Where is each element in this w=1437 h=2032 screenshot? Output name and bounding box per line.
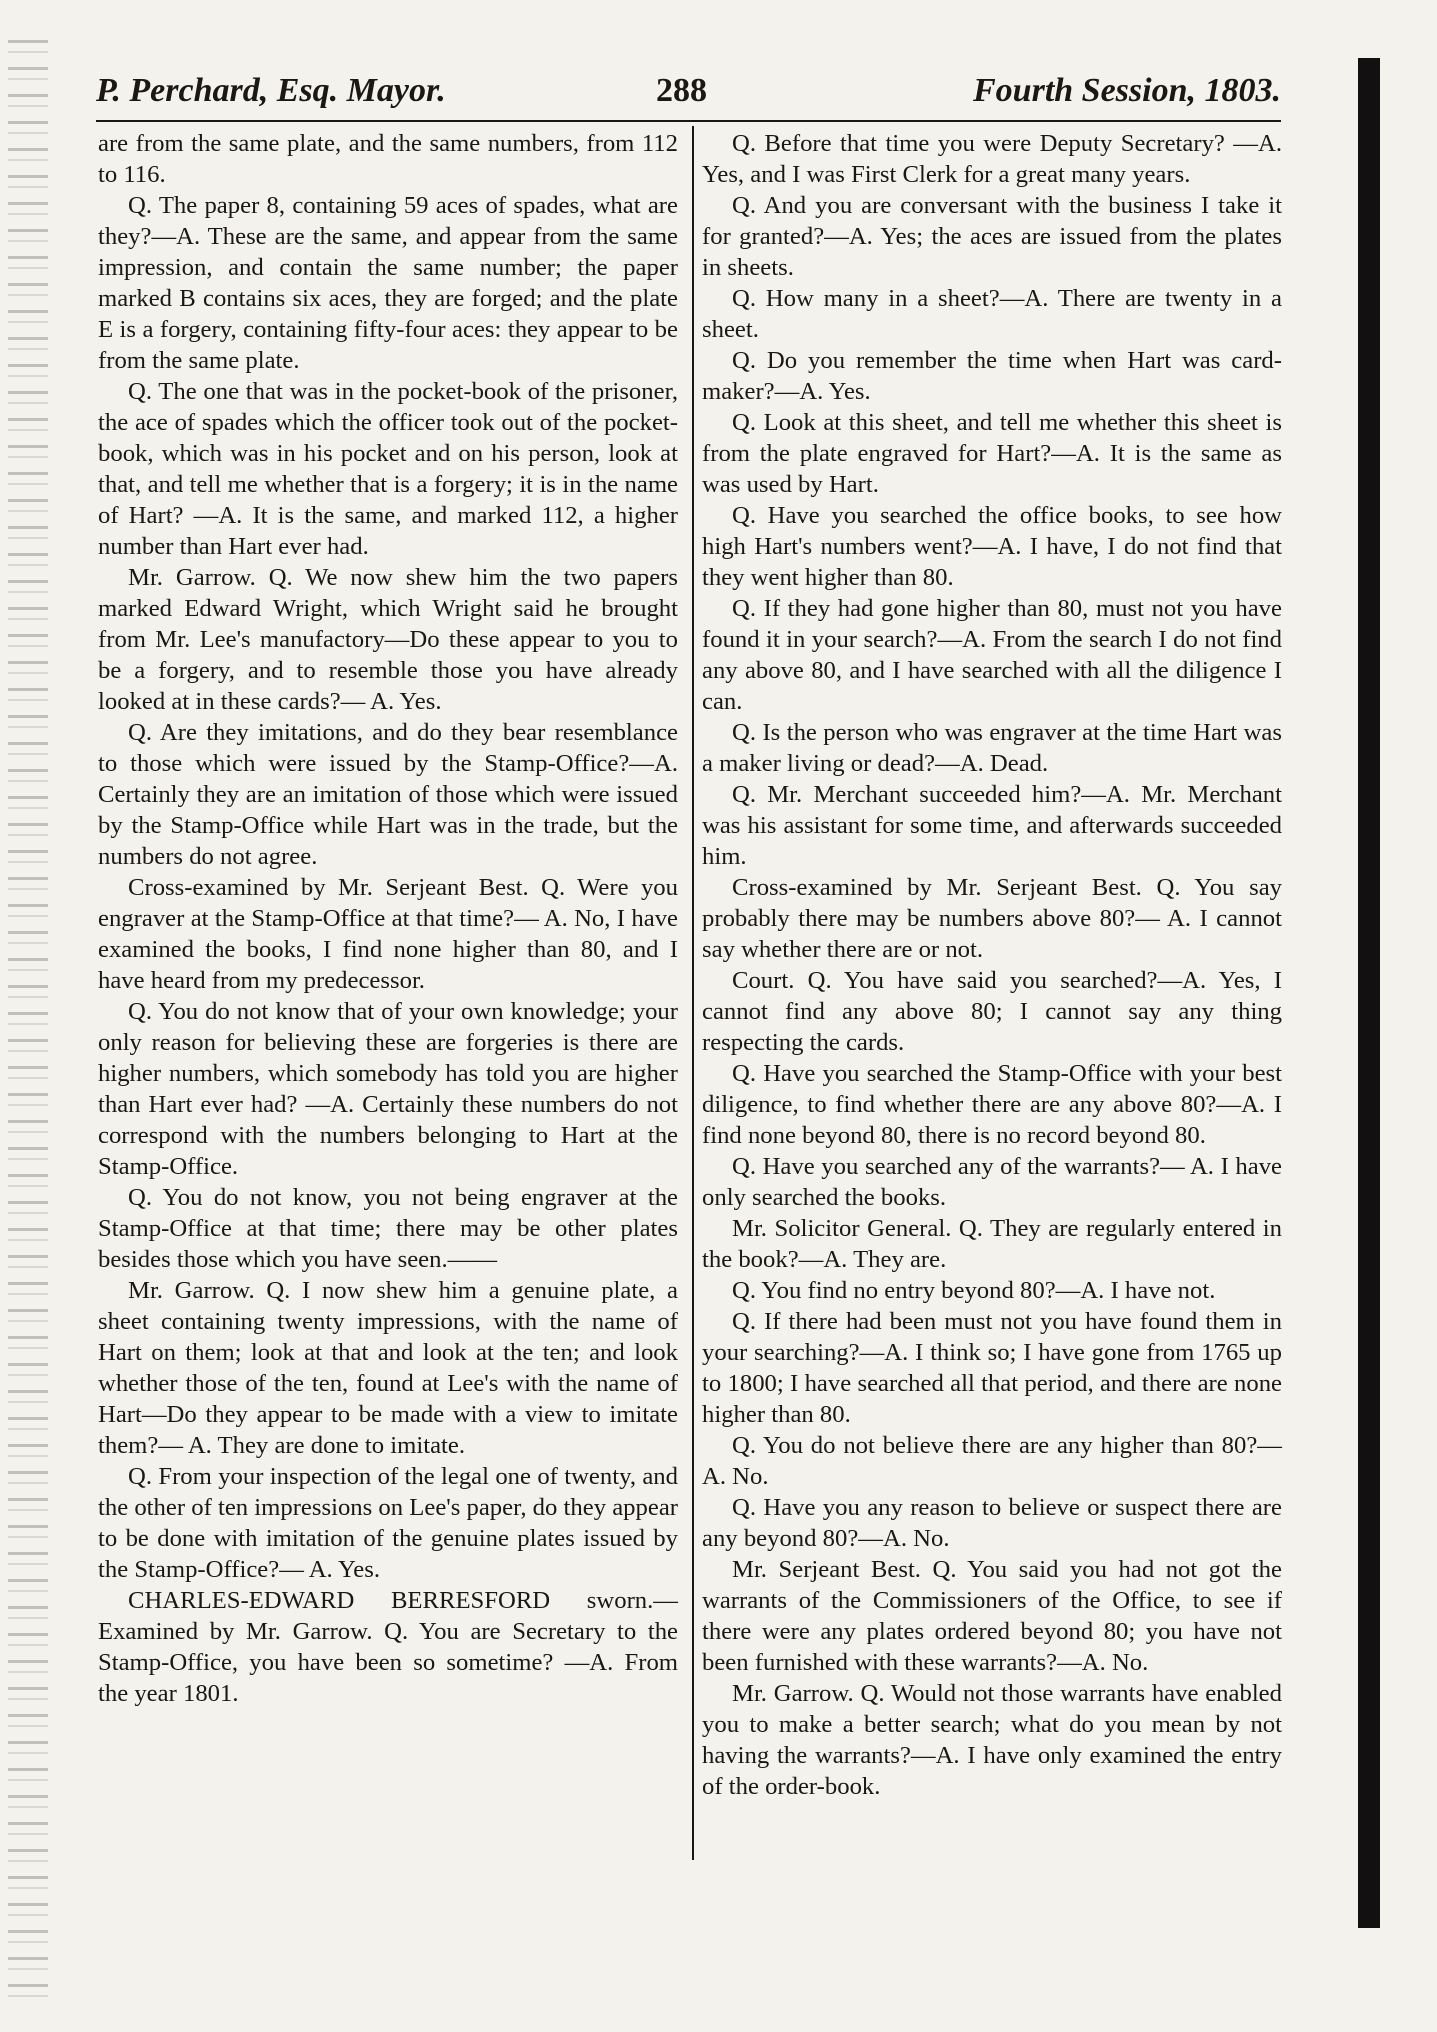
paragraph: Mr. Solicitor General. Q. They are regularly entered in the book?—A. They are. (702, 1215, 1282, 1273)
paragraph: Q. And you are conversant with the business I take it for granted?—A. Yes; the aces are issued from the plates in sheets. (702, 192, 1282, 281)
running-header (96, 72, 1281, 124)
paragraph: Cross-examined by Mr. Serjeant Best. Q. Were you engraver at the Stamp-Office at that time?— A. No, I have examined the books, I find none higher than 80, and I have heard from my predecessor. (98, 874, 678, 994)
paragraph: are from the same plate, and the same numbers, from 112 to 116. (98, 130, 678, 188)
paragraph: Q. Have you searched the office books, to see how high Hart's numbers went?—A. I have, I do not find that they went higher than 80. (702, 502, 1282, 591)
paragraph: Q. If there had been must not you have found them in your searching?—A. I think so; I have gone from 1765 up to 1800; I have searched all that period, and there are none higher than 80. (702, 1308, 1282, 1428)
paragraph: Q. You do not believe there are any higher than 80?—A. No. (702, 1432, 1282, 1490)
binding-edge (1358, 58, 1380, 1928)
paragraph: Mr. Serjeant Best. Q. You said you had not got the warrants of the Commissioners of the Office, to see if there were any plates ordered beyond 80; you have not been furnished with these warrants?—A. No. (702, 1556, 1282, 1676)
paragraph: Q. If they had gone higher than 80, must not you have found it in your search?—A. From the search I do not find any above 80, and I have searched with all the diligence I can. (702, 595, 1282, 715)
paragraph: Mr. Garrow. Q. I now shew him a genuine plate, a sheet containing twenty impressions, with the name of Hart on them; look at that and look at the ten; and look whether those of the ten, found at Lee's with the name of Hart—Do they appear to be made with a view to imitate them?— A. They are done to imitate. (98, 1277, 678, 1459)
paragraph: Q. You do not know that of your own knowledge; your only reason for believing these are forgeries is there are higher numbers, which somebody has told you are higher than Hart ever had? —A. Certainly these numbers do not correspond with the numbers belonging to Hart at the Stamp-Office. (98, 998, 678, 1180)
paragraph: Q. Have you searched the Stamp-Office with your best diligence, to find whether there are any above 80?—A. I find none beyond 80, there is no record beyond 80. (702, 1060, 1282, 1149)
paragraph: Q. Mr. Merchant succeeded him?—A. Mr. Merchant was his assistant for some time, and afterwards succeeded him. (702, 781, 1282, 870)
header-rule (96, 120, 1281, 122)
paragraph: Mr. Garrow. Q. We now shew him the two papers marked Edward Wright, which Wright said he brought from Mr. Lee's manufactory—Do these appear to you to be a forgery, and to resemble those you have already looked at in these cards?— A. Yes. (98, 564, 678, 715)
left-column (98, 128, 678, 1709)
paragraph: Q. How many in a sheet?—A. There are twenty in a sheet. (702, 285, 1282, 343)
header-right: Fourth Session, 1803. (973, 72, 1281, 109)
column-divider (692, 126, 694, 1860)
paragraph: Q. Do you remember the time when Hart was card-maker?—A. Yes. (702, 347, 1282, 405)
paragraph: Cross-examined by Mr. Serjeant Best. Q. You say probably there may be numbers above 80?— A. I cannot say whether there are or not. (702, 874, 1282, 963)
page-number: 288 (656, 72, 707, 109)
paragraph: Q. The one that was in the pocket-book of the prisoner, the ace of spades which the officer took out of the pocket-book, which was in his pocket and on his person, look at that, and tell me whether that is a forgery; it is in the name of Hart? —A. It is the same, and marked 112, a higher number than Hart ever had. (98, 378, 678, 560)
paragraph: Q. From your inspection of the legal one of twenty, and the other of ten impressions on Lee's paper, do they appear to be done with imitation of the genuine plates issued by the Stamp-Office?— A. Yes. (98, 1463, 678, 1583)
paragraph: Q. You do not know, you not being engraver at the Stamp-Office at that time; there may be other plates besides those which you have seen.—— (98, 1184, 678, 1273)
paragraph: Q. Have you searched any of the warrants?— A. I have only searched the books. (702, 1153, 1282, 1211)
paragraph: Q. Are they imitations, and do they bear resemblance to those which were issued by the Stamp-Office?—A. Certainly they are an imitation of those which were issued by the Stamp-Office while Hart was in the trade, but the numbers do not agree. (98, 719, 678, 870)
paragraph: Court. Q. You have said you searched?—A. Yes, I cannot find any above 80; I cannot say any thing respecting the cards. (702, 967, 1282, 1056)
page-edge-shadow (8, 40, 48, 2000)
paragraph: Q. Look at this sheet, and tell me whether this sheet is from the plate engraved for Hart?—A. It is the same as was used by Hart. (702, 409, 1282, 498)
paragraph: Q. You find no entry beyond 80?—A. I have not. (732, 1277, 1216, 1304)
paragraph: Mr. Garrow. Q. Would not those warrants have enabled you to make a better search; what do you mean by not having the warrants?—A. I have only examined the entry of the order-book. (702, 1680, 1282, 1800)
paragraph: CHARLES-EDWARD BERRESFORD sworn.— Examined by Mr. Garrow. Q. You are Secretary to the Stamp-Office, you have been so sometime? —A. From the year 1801. (98, 1587, 678, 1707)
paragraph: Q. Before that time you were Deputy Secretary? —A. Yes, and I was First Clerk for a great many years. (702, 130, 1282, 188)
right-column (702, 128, 1282, 1802)
paragraph: Q. Have you any reason to believe or suspect there are any beyond 80?—A. No. (702, 1494, 1282, 1552)
header-left: P. Perchard, Esq. Mayor. (96, 72, 446, 109)
paragraph: Q. Is the person who was engraver at the time Hart was a maker living or dead?—A. Dead. (702, 719, 1282, 777)
paragraph: Q. The paper 8, containing 59 aces of spades, what are they?—A. These are the same, and appear from the same impression, and contain the same number; the paper marked B contains six aces, they are forged; and the plate E is a forgery, containing fifty-four aces: they appear to be from the same plate. (98, 192, 678, 374)
